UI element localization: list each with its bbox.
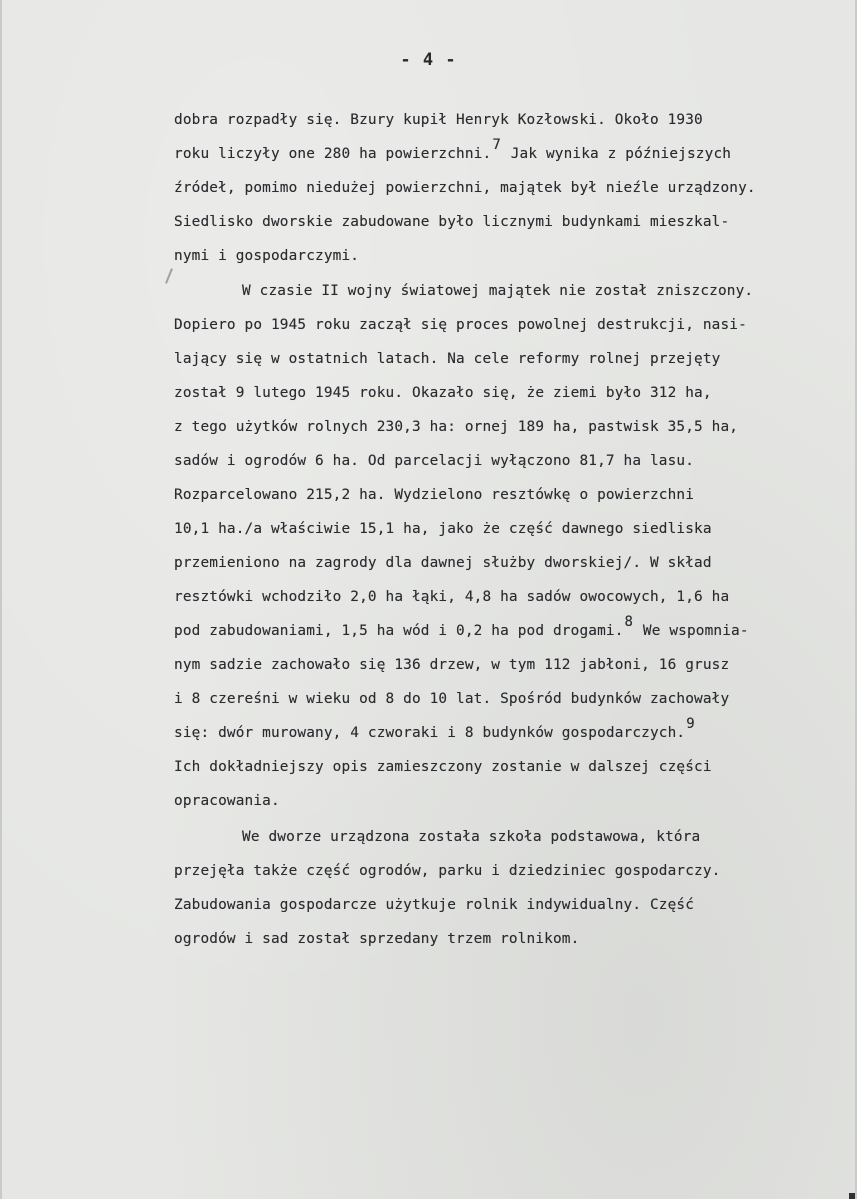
text-line-16 bbox=[174, 614, 749, 639]
text-line-13: 10,1 ha./a właściwie 15,1 ha, jako że część dawnego siedliska bbox=[174, 521, 712, 537]
text-line-20: Ich dokładniejszy opis zamieszczony zostanie w dalszej części bbox=[174, 759, 712, 775]
text-line-22: We dworze urządzona została szkoła podstawowa, która bbox=[242, 829, 701, 845]
text-line-24: Zabudowania gospodarcze użytkuje rolnik indywidualny. Część bbox=[174, 897, 695, 913]
scan-corner bbox=[849, 1193, 855, 1199]
text-line-2-main: roku liczyły one 280 ha powierzchni. bbox=[174, 146, 492, 162]
text-line-6: W czasie II wojny światowej majątek nie został zniszczony. bbox=[242, 283, 754, 299]
footnote-ref-8: 8 bbox=[624, 614, 634, 630]
text-line-14: przemieniono na zagrody dla dawnej służby dworskiej/. W skład bbox=[174, 555, 712, 571]
text-line-7: Dopiero po 1945 roku zaczął się proces powolnej destrukcji, nasi- bbox=[174, 317, 747, 333]
text-line-15: resztówki wchodziło 2,0 ha łąki, 4,8 ha sadów owocowych, 1,6 ha bbox=[174, 589, 730, 605]
text-line-9: został 9 lutego 1945 roku. Okazało się, że ziemi było 312 ha, bbox=[174, 385, 712, 401]
text-line-1: dobra rozpadły się. Bzury kupił Henryk Kozłowski. Około 1930 bbox=[174, 112, 703, 128]
text-line-2 bbox=[174, 137, 732, 162]
text-line-4: Siedlisko dworskie zabudowane było licznymi budynkami mieszkal- bbox=[174, 214, 730, 230]
text-line-2-rest: Jak wynika z późniejszych bbox=[501, 146, 732, 162]
text-line-19-main: się: dwór murowany, 4 czworaki i 8 budynków gospodarczych. bbox=[174, 725, 686, 741]
footnote-ref-9: 9 bbox=[686, 716, 695, 732]
text-line-17: nym sadzie zachowało się 136 drzew, w tym 112 jabłoni, 16 grusz bbox=[174, 657, 730, 673]
text-line-11: sadów i ogrodów 6 ha. Od parcelacji wyłączono 81,7 ha lasu. bbox=[174, 453, 695, 469]
text-line-25: ogrodów i sad został sprzedany trzem rolnikom. bbox=[174, 931, 580, 947]
text-line-23: przejęła także część ogrodów, parku i dziedziniec gospodarczy. bbox=[174, 863, 721, 879]
text-line-16-main: pod zabudowaniami, 1,5 ha wód i 0,2 ha pod drogami. bbox=[174, 623, 624, 639]
text-line-8: lający się w ostatnich latach. Na cele reformy rolnej przejęty bbox=[174, 351, 721, 367]
footnote-ref-7: 7 bbox=[492, 137, 501, 153]
text-line-10: z tego użytków rolnych 230,3 ha: ornej 189 ha, pastwisk 35,5 ha, bbox=[174, 419, 739, 435]
text-line-21: opracowania. bbox=[174, 793, 280, 809]
text-line-19 bbox=[174, 716, 696, 741]
text-line-3: źródeł, pomimo niedużej powierzchni, majątek był nieźle urządzony. bbox=[174, 180, 756, 196]
page-number: - 4 - bbox=[400, 50, 457, 70]
text-line-16-rest: We wspomnia- bbox=[634, 623, 749, 639]
text-line-18: i 8 czereśni w wieku od 8 do 10 lat. Spośród budynków zachowały bbox=[174, 691, 730, 707]
text-line-12: Rozparcelowano 215,2 ha. Wydzielono resztówkę o powierzchni bbox=[174, 487, 695, 503]
pencil-mark bbox=[165, 268, 173, 284]
text-line-5: nymi i gospodarczymi. bbox=[174, 248, 360, 264]
